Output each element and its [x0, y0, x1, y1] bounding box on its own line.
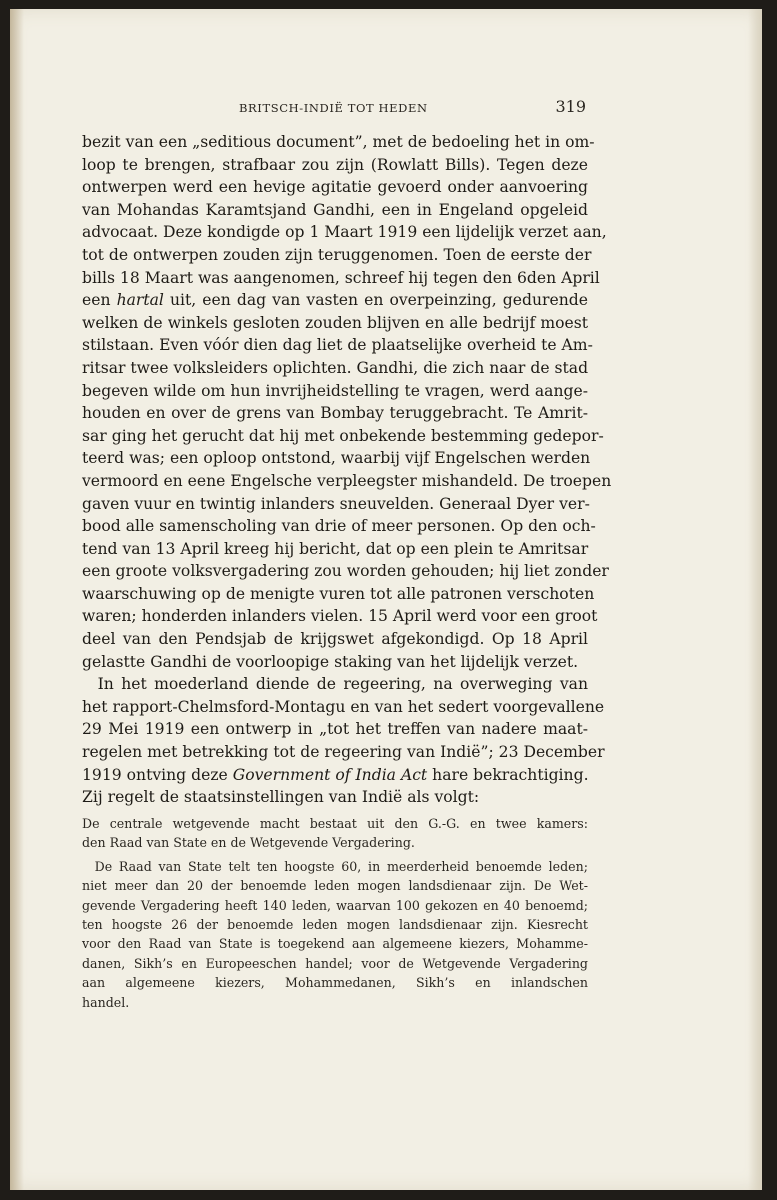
page-number: 319 [555, 97, 586, 116]
italic-term: Government of India Act [232, 765, 428, 784]
text-line: gaven vuur en twintig inlanders sneuvelden. Generaal Dyer ver- [82, 494, 590, 513]
text-line: bills 18 Maart was aangenomen, schreef hij tegen den 6den April [82, 268, 600, 287]
text-line: regelen met betrekking tot de regeering van Indië”; 23 December [82, 743, 605, 762]
text-line: den Raad van State en de Wetgevende Vergadering. [82, 835, 415, 851]
text-line: bezit van een „seditious document”, met de bedoeling het in om- [82, 133, 595, 151]
text-segment: hare bekrachtiging. [427, 765, 589, 784]
text-line: loop te brengen, strafbaar zou zijn (Rowlatt Bills). Tegen deze [82, 155, 588, 174]
text-line: een groote volksvergadering zou worden gehouden; hij liet zonder [82, 562, 609, 581]
text-line [82, 289, 588, 312]
page-edge-shadow [748, 9, 762, 1190]
text-line: teerd was; een oploop ontstond, waarbij vijf Engelschen werden [82, 449, 591, 468]
text-line: tend van 13 April kreeg hij bericht, dat op een plein te Amritsar [82, 539, 589, 558]
text-line: ten hoogste 26 der benoemde leden mogen landsdienaar zijn. Kiesrecht [82, 917, 588, 933]
text-segment: 1919 ontving deze [82, 765, 233, 784]
italic-term: hartal [116, 291, 164, 310]
text-line: bood alle samenscholing van drie of meer personen. Op den och- [82, 517, 596, 536]
small-print-text [82, 814, 588, 1012]
text-line [82, 764, 588, 787]
text-line: gevende Vergadering heeft 140 leden, waarvan 100 gekozen en 40 benoemd; [82, 897, 588, 913]
text-line: tot de ontwerpen zouden zijn teruggenomen. Toen de eerste der [82, 245, 592, 264]
text-line: aan algemeene kiezers, Mohammedanen, Sikh’s en inlandschen [82, 975, 588, 991]
text-line: waarschuwing op de menigte vuren tot alle patronen verschoten [82, 584, 595, 603]
text-line: sar ging het gerucht dat hij met onbekende bestemming gedepor- [82, 426, 604, 445]
text-line: houden en over de grens van Bombay teruggebracht. Te Amrit- [82, 404, 588, 423]
text-line: Zij regelt de staatsinstellingen van Indië als volgt: [82, 788, 480, 807]
text-segment: uit, een dag van vasten en overpeinzing, gedurende [163, 291, 588, 310]
text-line: deel van den Pendsjab de krijgswet afgekondigd. Op 18 April [82, 630, 588, 649]
text-line: van Mohandas Karamtsjand Gandhi, een in Engeland opgeleid [82, 200, 588, 219]
running-title: BRITSCH-INDIË TOT HEDEN [239, 101, 428, 115]
text-line: handel. [82, 994, 130, 1010]
text-line: De centrale wetgevende macht bestaat uit den G.-G. en twee kamers: [82, 816, 588, 831]
text-line: waren; honderden inlanders vielen. 15 April werd voor een groot [82, 607, 598, 626]
text-line: ritsar twee volksleiders oplichten. Gandhi, die zich naar de stad [82, 358, 589, 377]
text-line: niet meer dan 20 der benoemde leden mogen landsdienaar zijn. De Wet- [82, 878, 588, 894]
text-line: voor den Raad van State is toegekend aan algemeene kiezers, Mohamme- [82, 936, 588, 952]
text-line: ontwerpen werd een hevige agitatie gevoerd onder aanvoering [82, 178, 588, 197]
text-line: stilstaan. Even vóór dien dag liet de plaatselijke overheid te Am- [82, 336, 593, 355]
text-line: In het moederland diende de regeering, na overweging van [82, 675, 588, 694]
text-line: gelastte Gandhi de voorloopige staking van het lijdelijk verzet. [82, 652, 579, 671]
text-line: vermoord en eene Engelsche verpleegster mishandeld. De troepen [82, 471, 612, 490]
text-line: begeven wilde om hun invrijheidstelling te vragen, werd aange- [82, 381, 588, 400]
text-line: danen, Sikh’s en Europeeschen handel; voor de Wetgevende Vergadering [82, 955, 588, 971]
main-text [82, 131, 612, 809]
text-line: advocaat. Deze kondigde op 1 Maart 1919 een lijdelijk verzet aan, [82, 223, 607, 242]
text-line: het rapport-Chelmsford-Montagu en van het sedert voorgevallene [82, 697, 605, 716]
text-line: welken de winkels gesloten zouden blijven en alle bedrijf moest [82, 313, 588, 332]
page-spine-shadow [10, 9, 24, 1190]
text-line: De Raad van State telt ten hoogste 60, in meerderheid benoemde leden; [82, 858, 588, 874]
text-segment: een [82, 291, 117, 310]
text-line: 29 Mei 1919 een ontwerp in „tot het treffen van nadere maat- [82, 720, 588, 739]
